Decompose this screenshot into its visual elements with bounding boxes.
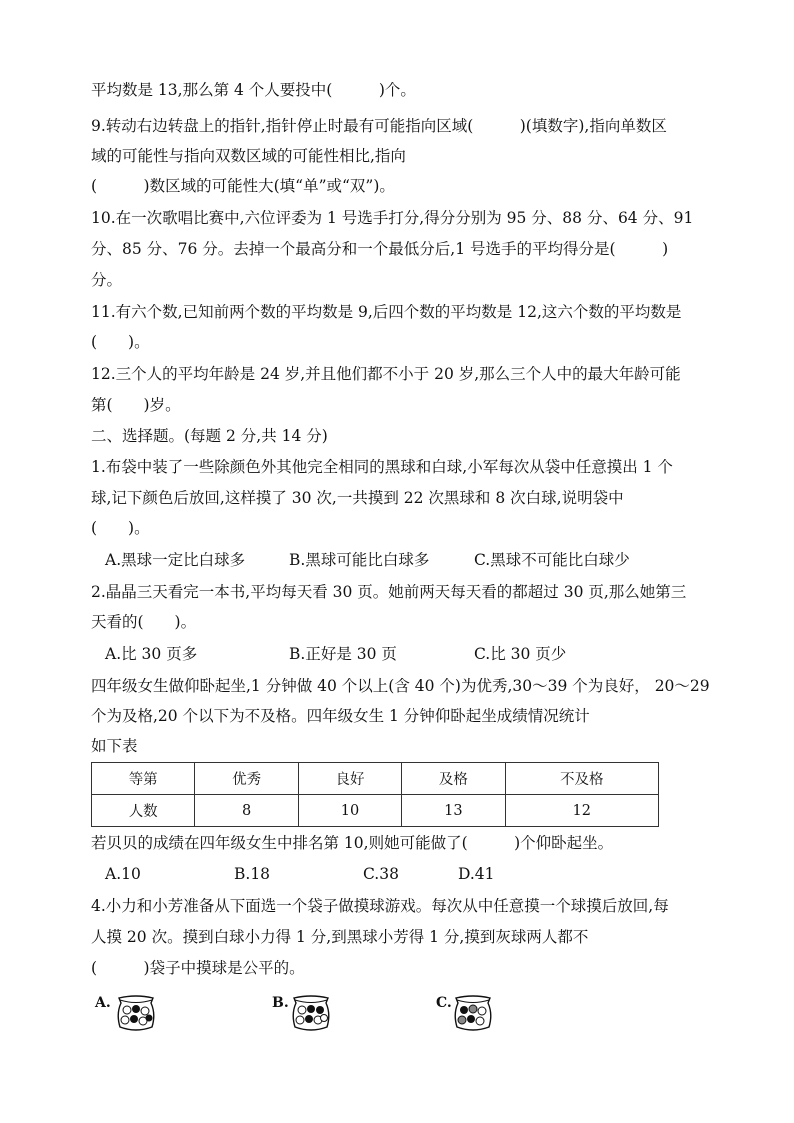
question-12-line-1: 12.三个人的平均年龄是 24 岁,并且他们都不小于 20 岁,那么三个人中的最大年龄可能 [91,365,681,383]
table-cell: 及格 [402,763,505,795]
choice-2-option-c: C.比 30 页少 [474,645,567,663]
question-11-line-1: 11.有六个数,已知前两个数的平均数是 9,后四个数的平均数是 12,这六个数的平均数是 [91,303,682,321]
choice-1-line-3: ( )。 [91,519,150,537]
question-10-line-2: 分、85 分、76 分。去掉一个最高分和一个最低分后,1 号选手的平均得分是( ) [91,240,669,258]
bag-a-label: A. [95,995,111,1011]
choice-3-line-1: 四年级女生做仰卧起坐,1 分钟做 40 个以上(含 40 个)为优秀,30～39 个为良好， 20～29 [91,677,710,695]
table-cell: 优秀 [195,763,298,795]
question-9-line-3: ( )数区域的可能性大(填“单”或“双”)。 [91,177,395,195]
bag-a-image [113,994,159,1034]
choice-2-option-a: A.比 30 页多 [105,645,198,663]
question-9-line-2: 域的可能性与指向双数区域的可能性相比,指向 [91,147,406,165]
table-cell: 13 [402,795,505,827]
table-header-row [92,763,659,795]
bag-b-label: B. [272,995,289,1011]
table-cell: 12 [505,795,658,827]
choice-1-line-1: 1.布袋中装了一些除颜色外其他完全相同的黑球和白球,小军每次从袋中任意摸出 1 个 [91,458,673,476]
table-cell: 8 [195,795,298,827]
choice-2-option-b: B.正好是 30 页 [289,645,397,663]
table-cell: 不及格 [505,763,658,795]
bag-c-image [450,994,496,1034]
table-cell: 10 [298,795,401,827]
question-11-line-2: ( )。 [91,333,150,351]
table-cell: 人数 [92,795,195,827]
question-12-line-2: 第( )岁。 [91,396,181,414]
choice-3-option-d: D.41 [458,865,495,883]
choice-1-option-c: C.黑球不可能比白球少 [474,551,630,569]
choice-2-line-2: 天看的( )。 [91,613,197,631]
choice-3-line-3: 如下表 [91,737,138,755]
choice-1-option-b: B.黑球可能比白球多 [289,551,430,569]
section-2-heading: 二、选择题。(每题 2 分,共 14 分) [91,427,328,445]
choice-3-option-a: A.10 [105,865,141,883]
choice-2-line-1: 2.晶晶三天看完一本书,平均每天看 30 页。她前两天每天看的都超过 30 页,那么她第三 [91,583,687,601]
choice-3-option-b: B.18 [234,865,271,883]
bag-b-image [288,994,334,1034]
question-10-line-1: 10.在一次歌唱比赛中,六位评委为 1 号选手打分,得分分别为 95 分、88 分、64 分、91 [91,209,694,227]
choice-3-line-4: 若贝贝的成绩在四年级女生中排名第 10,则她可能做了( )个仰卧起坐。 [91,834,614,852]
bag-c-label: C. [436,995,452,1011]
choice-1-line-2: 球,记下颜色后放回,这样摸了 30 次,一共摸到 22 次黑球和 8 次白球,说明袋中 [91,489,624,507]
choice-3-line-2: 个为及格,20 个以下为不及格。四年级女生 1 分钟仰卧起坐成绩情况统计 [91,707,590,725]
choice-4-line-1: 4.小力和小芳准备从下面选一个袋子做摸球游戏。每次从中任意摸一个球摸后放回,每 [91,897,669,915]
table-cell: 等第 [92,763,195,795]
choice-4-line-2: 人摸 20 次。摸到白球小力得 1 分,到黑球小芳得 1 分,摸到灰球两人都不 [91,928,589,946]
question-9-line-1: 9.转动右边转盘上的指针,指针停止时最有可能指向区域( )(填数字),指向单数区 [91,117,667,135]
table-cell: 良好 [298,763,401,795]
situp-stats-table [91,762,659,827]
choice-1-option-a: A.黑球一定比白球多 [105,551,246,569]
choice-3-option-c: C.38 [363,865,399,883]
text-line-1: 平均数是 13,那么第 4 个人要投中( )个。 [91,81,416,99]
choice-4-line-3: ( )袋子中摸球是公平的。 [91,959,305,977]
question-10-line-3: 分。 [91,271,123,289]
table-row [92,795,659,827]
